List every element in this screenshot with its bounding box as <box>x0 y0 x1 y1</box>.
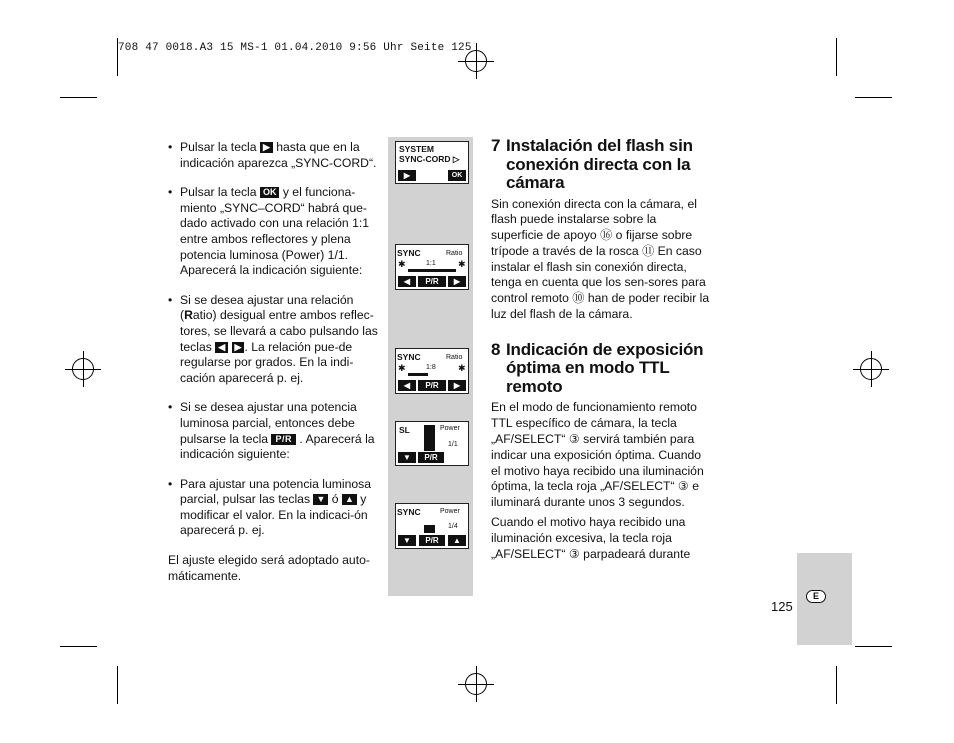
instruction-text: Pulsar la tecla <box>180 185 257 200</box>
page-number: 125 <box>771 599 793 614</box>
section-7-body: Sin conexión directa con la cámara, el flash puede instalarse sobre la superficie de apoyo ⑯ o fijarse sobre trípode a través de la rosca ⑪ En caso instalar el flash sin conexión directa, tenga en cuenta que los sen-sores para control remoto ⑩ han de poder recibir la luz del flash de la cámara. <box>491 196 710 322</box>
lcd-mode-label: SYNC <box>397 507 421 517</box>
instruction-text: . La relación pue-de regularse por grados. En la indi-cación aparecerá p. ej. <box>180 339 354 385</box>
lcd-ratio-label: Ratio <box>446 354 463 361</box>
power-level-bar <box>424 425 435 451</box>
section-7-heading <box>491 137 711 193</box>
print-info-line: 708 47 0018.A3 15 MS-1 01.04.2010 9:56 Uhr Seite 125 <box>118 42 472 54</box>
pr-key-icon: P/R <box>418 276 446 287</box>
lcd-power-value: 1/4 <box>448 523 458 530</box>
flash-left-icon: ✱ <box>398 363 406 373</box>
lcd-mode-label: SL <box>399 425 410 435</box>
arrow-up-icon: ▲ <box>342 494 357 505</box>
instruction-text: . Aparecerá la indicación siguiente: <box>180 431 375 462</box>
instruction-text: y modificar el valor. En la indicaci-ón aparecerá p. ej. <box>180 492 368 538</box>
play-left-icon: ◀ <box>398 276 416 287</box>
pr-key-icon: P/R <box>419 535 445 546</box>
ratio-initial: R <box>184 308 193 323</box>
flash-right-icon: ✱ <box>458 363 466 373</box>
lcd-ratio-value: 1:1 <box>426 260 436 267</box>
lcd-power-label: Power <box>440 508 460 515</box>
instruction-item <box>168 185 384 279</box>
lcd-display-power-1-1 <box>395 421 469 466</box>
lcd-mode-label: SYNC <box>397 352 421 362</box>
instruction-text: Si se desea ajustar una potencia luminosa parcial, entonces debe pulsarse la tecla <box>180 400 357 446</box>
lcd-mode-label: SYNC <box>397 248 421 258</box>
instruction-text: atio) desigual entre ambos reflec-tores, se llevará a cabo pulsando las teclas <box>180 308 378 354</box>
instruction-text: ó <box>331 492 339 507</box>
section-8-heading <box>491 341 711 397</box>
ok-key-icon: OK <box>448 170 466 181</box>
section-8-paragraph: Cuando el motivo haya recibido una iluminación excesiva, la tecla roja „AF/SELECT“ ③ parpadeará durante <box>491 514 691 561</box>
lcd-display-ratio-1-8 <box>395 348 469 394</box>
power-level-bar <box>424 525 435 533</box>
lcd-menu-value: SYNC-CORD ▷ <box>399 154 460 164</box>
lcd-menu-label: SYSTEM <box>399 144 434 154</box>
play-right-icon: ▶ <box>260 142 273 153</box>
play-right-icon: ▶ <box>232 342 245 353</box>
play-left-icon: ◀ <box>215 342 228 353</box>
section-number: 8 <box>491 339 501 359</box>
final-note: El ajuste elegido será adoptado auto-máticamente. <box>168 553 370 583</box>
instruction-text: y el funciona-miento „SYNC–CORD“ habrá que-dado activado con una relación 1:1 entre ambos reflectores y plena potencia luminosa (Power) 1/1. Aparecerá la indicación siguiente: <box>180 185 370 278</box>
language-badge: E <box>806 590 826 603</box>
play-right-icon: ▶ <box>398 170 416 181</box>
lcd-display-sync-cord <box>395 141 469 184</box>
instruction-item <box>168 140 384 171</box>
lcd-display-power-1-4 <box>395 503 469 549</box>
instruction-text: Pulsar la tecla <box>180 140 257 154</box>
instruction-text: hasta que en la indicación aparezca „SYNC-CORD“. <box>180 140 377 170</box>
instruction-text: Si se desea ajustar una relación ( <box>180 292 354 323</box>
arrow-up-icon: ▲ <box>448 535 466 546</box>
lcd-power-value: 1/1 <box>448 441 458 448</box>
ratio-bar <box>408 373 428 376</box>
instructions-column <box>168 140 384 584</box>
section-title: Indicación de exposición óptima en modo TTL remoto <box>506 339 704 396</box>
lcd-power-label: Power <box>440 425 460 432</box>
lcd-display-ratio-1-1 <box>395 244 469 290</box>
flash-left-icon: ✱ <box>398 259 406 269</box>
play-left-icon: ◀ <box>398 380 416 391</box>
ok-key-icon: OK <box>260 187 280 198</box>
lcd-ratio-label: Ratio <box>446 250 463 257</box>
instruction-item <box>168 293 384 387</box>
arrow-down-icon: ▼ <box>313 494 328 505</box>
play-right-icon: ▶ <box>448 276 466 287</box>
pr-key-icon: P/R <box>271 434 296 445</box>
section-8-paragraph: En el modo de funcionamiento remoto TTL específico de cámara, la tecla „AF/SELECT“ ③ servirá también para indicar una exposición óptima. Cuando el motivo haya recibido una iluminación óptima, la tecla roja „AF/SELECT“ ③ e iluminará durante unos 3 segundos. <box>491 400 704 510</box>
instruction-item <box>168 477 384 539</box>
section-number: 7 <box>491 136 501 155</box>
instruction-item <box>168 400 384 462</box>
lcd-ratio-value: 1:8 <box>426 364 436 371</box>
play-right-icon: ▶ <box>448 380 466 391</box>
pr-key-icon: P/R <box>418 380 446 391</box>
flash-right-icon: ✱ <box>458 259 466 269</box>
arrow-down-icon: ▼ <box>398 452 416 463</box>
ratio-bar <box>408 269 456 272</box>
arrow-down-icon: ▼ <box>398 535 416 546</box>
instruction-text: Para ajustar una potencia luminosa parcial, pulsar las teclas <box>180 476 372 507</box>
pr-key-icon: P/R <box>418 452 444 463</box>
section-title: Instalación del flash sin conexión directa con la cámara <box>506 136 693 192</box>
sections-column <box>491 137 711 566</box>
